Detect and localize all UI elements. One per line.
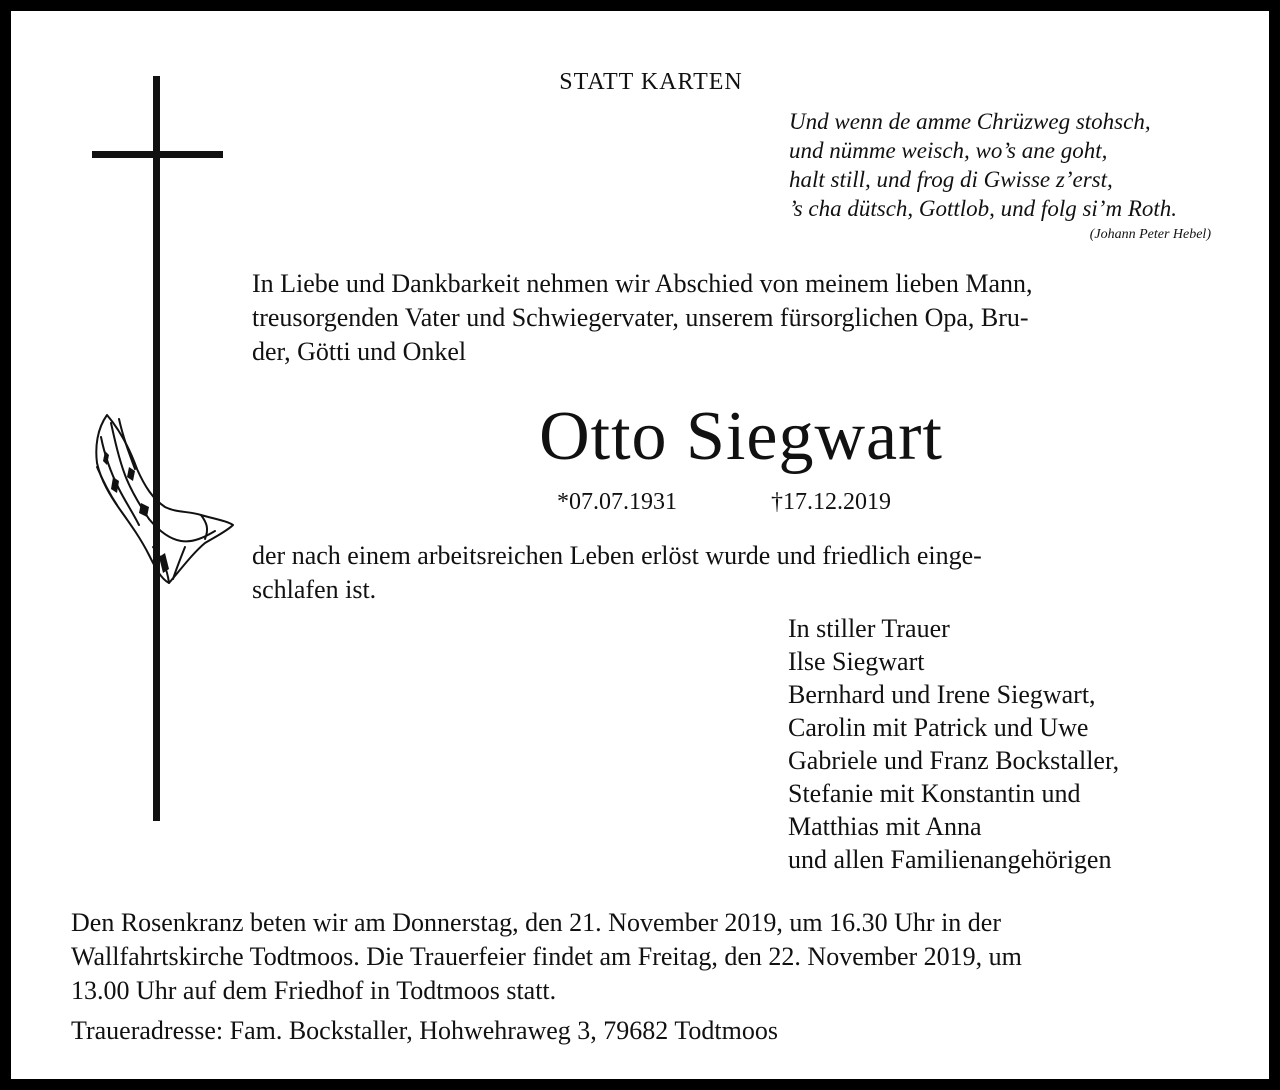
mourning-address: Traueradresse: Fam. Bockstaller, Hohwehraweg 3, 79682 Todtmoos [71,1016,778,1045]
intro-paragraph [252,267,1232,369]
mourner-line: Ilse Siegwart [788,647,925,676]
closing-line: der nach einem arbeitsreichen Leben erlöst wurde und friedlich einge- [252,541,982,570]
death-date: †17.12.2019 [771,489,891,515]
intro-line: In Liebe und Dankbarkeit nehmen wir Abschied von meinem lieben Mann, [252,269,1033,298]
intro-line: der, Götti und Onkel [252,337,467,366]
poem-line: halt still, und frog di Gwisse z’erst, [789,167,1113,192]
intro-line: treusorgenden Vater und Schwiegervater, unserem fürsorglichen Opa, Bru- [252,303,1029,332]
mourner-line: Gabriele und Franz Bockstaller, [788,746,1120,775]
poem-line: und nümme weisch, wo’s ane goht, [789,138,1108,163]
mourner-line: Matthias mit Anna [788,812,982,841]
cross-icon-bar [92,151,223,158]
notice-header [11,69,1280,96]
mourners-list [788,612,1248,876]
closing-line: schlafen ist. [252,575,377,604]
mourner-line: In stiller Trauer [788,614,950,643]
poem-line: Und wenn de amme Chrüzweg stohsch, [789,109,1151,134]
birth-date: *07.07.1931 [557,489,677,515]
poem-author: (Johann Peter Hebel) [1089,227,1211,242]
mourner-line: Bernhard und Irene Siegwart, [788,680,1096,709]
mourner-line: Carolin mit Patrick und Uwe [788,713,1089,742]
service-info [71,906,1233,1008]
service-line: Wallfahrtskirche Todtmoos. Die Trauerfeier findet am Freitag, den 22. November 2019, um [71,942,1022,971]
poem [789,107,1239,223]
poem-line: ’s cha dütsch, Gottlob, und folg si’m Roth. [789,196,1178,221]
closing-paragraph [252,539,1232,607]
service-line: Den Rosenkranz beten wir am Donnerstag, den 21. November 2019, um 16.30 Uhr in der [71,908,1001,937]
deceased-name: Otto Siegwart [539,398,943,475]
mourner-line: und allen Familienangehörigen [788,845,1112,874]
mourner-line: Stefanie mit Konstantin und [788,779,1081,808]
service-line: 13.00 Uhr auf dem Friedhof in Todtmoos statt. [71,976,557,1005]
header-text: STATT KARTEN [559,69,743,95]
